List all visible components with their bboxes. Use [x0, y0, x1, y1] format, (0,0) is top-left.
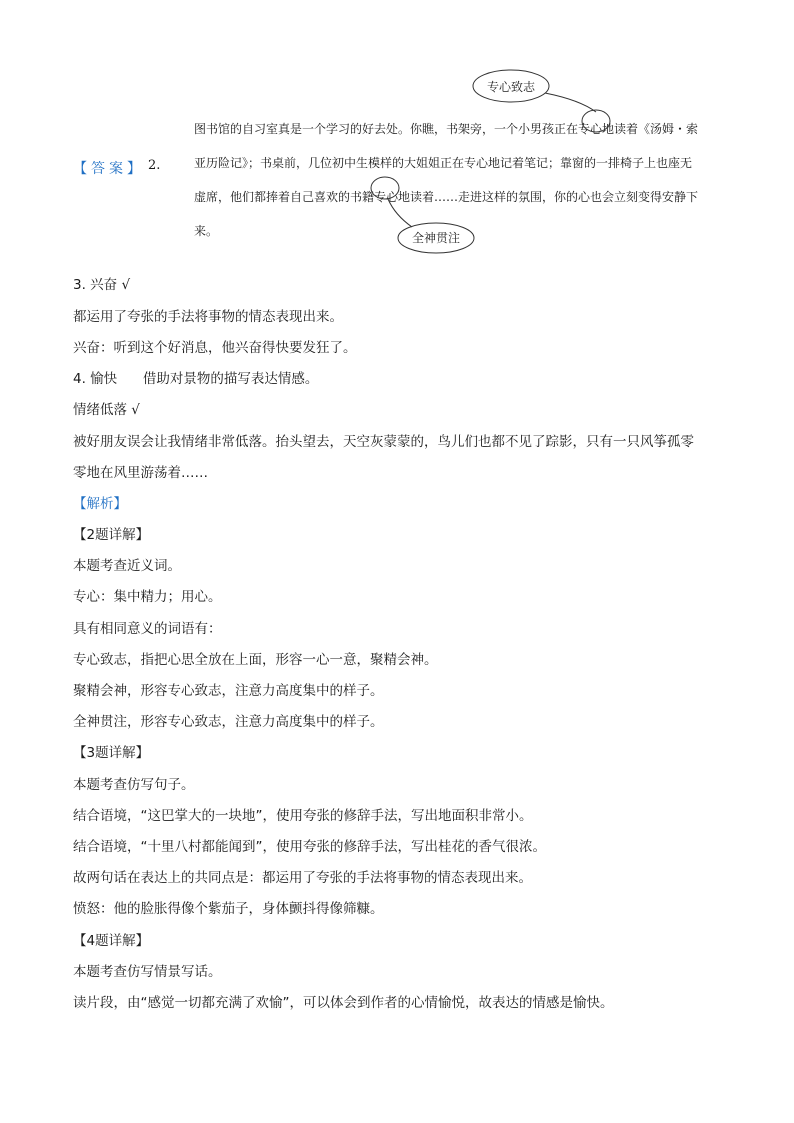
annotation-diagram: [0, 0, 794, 260]
answer-4-line: 4. 愉快 借助对景物的描写表达情感。: [73, 371, 319, 387]
answer-number: 2.: [148, 158, 161, 173]
bubble-top-label: 专心致志: [486, 80, 536, 94]
text-line: 聚精会神，形容专心致志，注意力高度集中的样子。: [73, 683, 384, 699]
text-line: 专心致志，指把心思全放在上面，形容一心一意，聚精会神。: [73, 652, 438, 668]
paragraph-line: 虚席，他们都捧着自己喜欢的书籍专心地读着……走进这样的氛围，你的心也会立刻变得安静下: [194, 190, 699, 204]
text-line: 兴奋：听到这个好消息，他兴奋得快要发狂了。: [73, 340, 357, 356]
text-line: 故两句话在表达上的共同点是：都运用了夸张的手法将事物的情态表现出来。: [73, 870, 532, 886]
paragraph-line: 图书馆的自习室真是一个学习的好去处。你瞧，书架旁，一个小男孩正在专心地读着《汤姆・索: [194, 122, 699, 136]
circle-mark-bottom: [371, 177, 399, 199]
text-line: 具有相同意义的词语有：: [73, 621, 222, 637]
connector-bottom: [388, 199, 412, 227]
text-line: 结合语境，“十里八村都能闻到”，使用夸张的修辞手法，写出桂花的香气很浓。: [73, 839, 546, 855]
bubble-bottom-label: 全神贯注: [411, 231, 461, 245]
text-line: 愤怒：他的脸胀得像个紫茄子，身体颤抖得像筛糠。: [73, 901, 384, 917]
section-heading: 【3题详解】: [73, 745, 150, 761]
paragraph-line: 亚历险记》；书桌前，几位初中生模样的大姐姐正在专心地记着笔记；靠窗的一排椅子上也座无: [194, 156, 693, 170]
paragraph-line: 来。: [194, 224, 219, 238]
analysis-heading: 【解析】: [73, 496, 127, 512]
text-line: 被好朋友误会让我情绪非常低落。抬头望去，天空灰蒙蒙的，鸟儿们也都不见了踪影，只有一只风筝孤零: [73, 434, 694, 450]
text-line: 全神贯注，形容专心致志，注意力高度集中的样子。: [73, 714, 384, 730]
text-line: 结合语境，“这巴掌大的一块地”，使用夸张的修辞手法，写出地面积非常小。: [73, 808, 533, 824]
answer-3-line: 3. 兴奋 √: [73, 277, 131, 293]
section-heading: 【4题详解】: [73, 933, 150, 949]
text-line: 情绪低落 √: [73, 402, 140, 418]
text-line: 本题考查仿写句子。: [73, 777, 195, 793]
section-heading: 【2题详解】: [73, 527, 150, 543]
circle-mark-top: [582, 110, 610, 132]
text-line: 本题考查近义词。: [73, 558, 181, 574]
answer-label: 【答案】: [73, 161, 145, 177]
text-line: 读片段，由“感觉一切都充满了欢愉”，可以体会到作者的心情愉悦，故表达的情感是愉快。: [73, 995, 614, 1011]
text-line: 零地在风里游荡着……: [73, 465, 208, 481]
text-line: 都运用了夸张的手法将事物的情态表现出来。: [73, 309, 343, 325]
text-line: 本题考查仿写情景写话。: [73, 964, 222, 980]
text-line: 专心：集中精力；用心。: [73, 589, 222, 605]
connector-top: [545, 93, 596, 112]
